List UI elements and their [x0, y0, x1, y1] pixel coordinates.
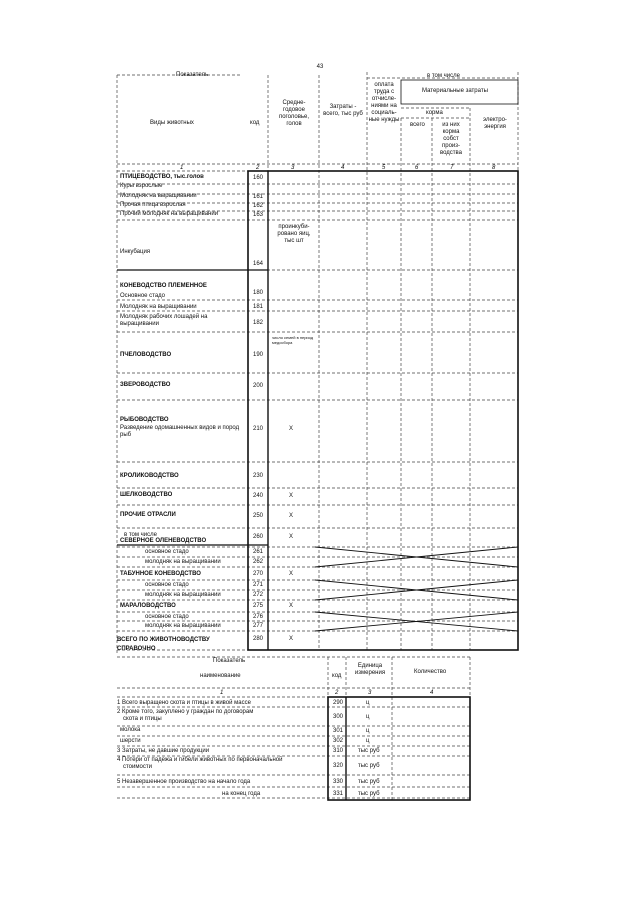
row-label-maral-main-herd: основное стадо	[145, 614, 189, 620]
page-number: 43	[316, 64, 324, 70]
reference-title: СПРАВОЧНО	[117, 646, 156, 652]
row-label-young-raising: Молодняк на выращивании	[120, 193, 197, 199]
header-labor-pay: оплата труда с отчисле-ниями на социаль-ные нужды	[368, 82, 400, 123]
lower-row-code: 310	[333, 748, 344, 754]
row-label-rabbit-farming: КРОЛИКОВОДСТВО	[120, 473, 179, 479]
row-label-young-work-horses: Молодняк рабочих лошадей на выращивании	[120, 314, 208, 327]
code-cell: 164	[253, 261, 264, 267]
header-total-costs: Затраты - всего, тыс руб	[323, 104, 363, 117]
code-cell: 163	[253, 212, 264, 218]
x-mark: X	[289, 426, 294, 432]
row-label-incubation: Инкубация	[120, 249, 151, 255]
lower-col-number-3: 3	[368, 690, 372, 696]
header-code: код	[250, 120, 260, 126]
row-label-reindeer-main-herd: основное стадо	[145, 549, 189, 555]
code-cell: 190	[253, 352, 264, 358]
row-label-other-young-raising: Прочий молодняк на выращивании	[120, 211, 219, 217]
lower-row-label-cont: скота и птицы	[123, 716, 162, 722]
row-label-sericulture: ШЕЛКОВОДСТВО	[120, 492, 173, 498]
row-label-fur-farming: ЗВЕРОВОДСТВО	[120, 382, 171, 388]
col-number-6: 6	[415, 165, 419, 171]
code-cell: 182	[253, 320, 264, 326]
lower-col-number-4: 4	[430, 690, 434, 696]
code-cell: 161	[253, 194, 264, 200]
row-label-other-adult-poultry: Прочая птица взрослая	[120, 202, 186, 208]
lower-header-name: наименование	[200, 673, 241, 679]
code-cell: 262	[253, 559, 264, 565]
lower-col-number-1: 1	[220, 690, 224, 696]
code-cell: 260	[253, 534, 264, 540]
lower-row-label: шерсти	[120, 738, 141, 744]
row-label-total-livestock: ВСЕГО ПО ЖИВОТНОВОДСТВУ	[117, 637, 210, 643]
row-label-main-herd: Основное стадо	[120, 293, 166, 299]
lower-row-code: 320	[333, 763, 344, 769]
code-cell: 261	[253, 549, 264, 555]
lower-row-code: 301	[333, 728, 344, 734]
col-number-2: 2	[256, 165, 260, 171]
x-mark: X	[289, 603, 294, 609]
header-own-feed: из них корма собст произ-водства	[439, 122, 463, 156]
row-label-breeding-horses: КОНЕВОДСТВО ПЛЕМЕННОЕ	[120, 283, 207, 289]
lower-row-unit: тыс руб	[358, 791, 380, 797]
lower-row-unit: ц	[366, 700, 370, 706]
lower-row-unit: тыс руб	[358, 779, 380, 785]
row-label-maral: МАРАЛОВОДСТВО	[120, 603, 176, 609]
header-indicator: Показатель	[176, 72, 209, 78]
code-cell: 180	[253, 290, 264, 296]
row-label-herd-horses-young: молодняк на выращивании	[145, 592, 221, 598]
col-number-4: 4	[341, 165, 345, 171]
code-cell: 276	[253, 614, 264, 620]
lower-row-unit: ц	[366, 728, 370, 734]
col-number-7: 7	[450, 165, 454, 171]
header-feed: корма	[426, 110, 443, 116]
code-cell: 160	[253, 175, 264, 181]
row-label-beekeeping: ПЧЕЛОВОДСТВО	[120, 352, 172, 358]
lower-row-unit: ц	[366, 738, 370, 744]
col-number-1: 1	[180, 165, 184, 171]
code-cell: 210	[253, 426, 264, 432]
header-total: всего	[410, 122, 425, 128]
row-label-fish-farming: РЫБОВОДСТВО	[120, 417, 169, 423]
row-label-herd-horses-main-herd: основное стадо	[145, 582, 189, 588]
lower-row-label: молока	[120, 727, 141, 733]
lower-row-unit: тыс руб	[358, 763, 380, 769]
header-avg-headcount: Средне-годовое поголовье, голов	[278, 100, 310, 127]
lower-row-code: 290	[333, 700, 344, 706]
row-label-herd-horses: ТАБУННОЕ КОНЕВОДСТВО	[120, 571, 201, 577]
lower-header-indicator: Показатель	[213, 658, 246, 664]
row-label-reindeer-young: молодняк на выращивании	[145, 559, 221, 565]
code-cell: 272	[253, 592, 264, 598]
lower-row-label: 2 Кроме того, закуплено у граждан по договорам	[117, 709, 254, 715]
row-label-fish-sub: Разведение одомашненных видов и пород рыб	[120, 425, 240, 438]
lower-row-label: 4 Потери от падежа и гибели животных по первоначальной	[117, 757, 283, 763]
code-cell: 250	[253, 513, 264, 519]
x-mark: X	[289, 513, 294, 519]
x-mark: X	[289, 636, 294, 642]
row-label-maral-young: молодняк на выращивании	[145, 623, 221, 629]
x-mark: X	[289, 571, 294, 577]
x-mark: X	[289, 493, 294, 499]
lower-row-unit: тыс руб	[358, 748, 380, 754]
lower-row-code: 302	[333, 738, 344, 744]
code-cell: 200	[253, 383, 264, 389]
lower-header-code: код	[332, 673, 342, 679]
header-electricity: электро-энергия	[483, 117, 507, 130]
header-animal-types: Виды животных	[150, 120, 194, 126]
lower-row-label: 3 Затраты, не давшие продукции	[117, 748, 210, 754]
col-number-3: 3	[291, 165, 295, 171]
code-cell: 280	[253, 636, 264, 642]
header-including: в том числе	[427, 73, 460, 79]
bee-colonies-note: число семей в период медосбора	[272, 335, 314, 345]
lower-header-quantity: Количество	[414, 669, 447, 675]
code-cell: 181	[253, 304, 264, 310]
lower-header-unit: Единица измерения	[354, 663, 386, 676]
code-cell: 270	[253, 571, 264, 577]
row-label-young-raising-2: Молодняк на выращивании	[120, 304, 197, 310]
lower-row-code: 300	[333, 714, 344, 720]
row-label-poultry: ПТИЦЕВОДСТВО, тыс.голов	[120, 174, 204, 180]
row-label-including: в том числе	[124, 532, 157, 538]
lower-row-label: 5 Незавершенное производство на начало года	[117, 779, 251, 785]
lower-row-label: 1 Всего выращено скота и птицы в живой массе	[117, 700, 251, 706]
col-number-5: 5	[382, 165, 386, 171]
lower-row-label-cont: стоимости	[123, 764, 152, 770]
lower-row-code: 330	[333, 779, 344, 785]
code-cell: 240	[253, 493, 264, 499]
header-material-costs: Материальные затраты	[422, 88, 488, 94]
row-label-adult-hens: Куры взрослые	[120, 183, 163, 189]
lower-col-number-2: 2	[335, 690, 339, 696]
code-cell: 162	[253, 203, 264, 209]
col-number-8: 8	[492, 165, 496, 171]
lower-row-label: на конец года	[222, 791, 261, 797]
x-mark: X	[289, 534, 294, 540]
code-cell: 271	[253, 582, 264, 588]
incubated-eggs-note: проинкуби-ровано яиц, тыс шт	[277, 224, 311, 244]
lower-row-unit: ц	[366, 714, 370, 720]
code-cell: 230	[253, 473, 264, 479]
row-label-reindeer: СЕВЕРНОЕ ОЛЕНЕВОДСТВО	[120, 538, 207, 544]
code-cell: 275	[253, 603, 264, 609]
lower-row-code: 331	[333, 791, 344, 797]
row-label-other-branches: ПРОЧИЕ ОТРАСЛИ	[120, 512, 176, 518]
code-cell: 277	[253, 623, 264, 629]
